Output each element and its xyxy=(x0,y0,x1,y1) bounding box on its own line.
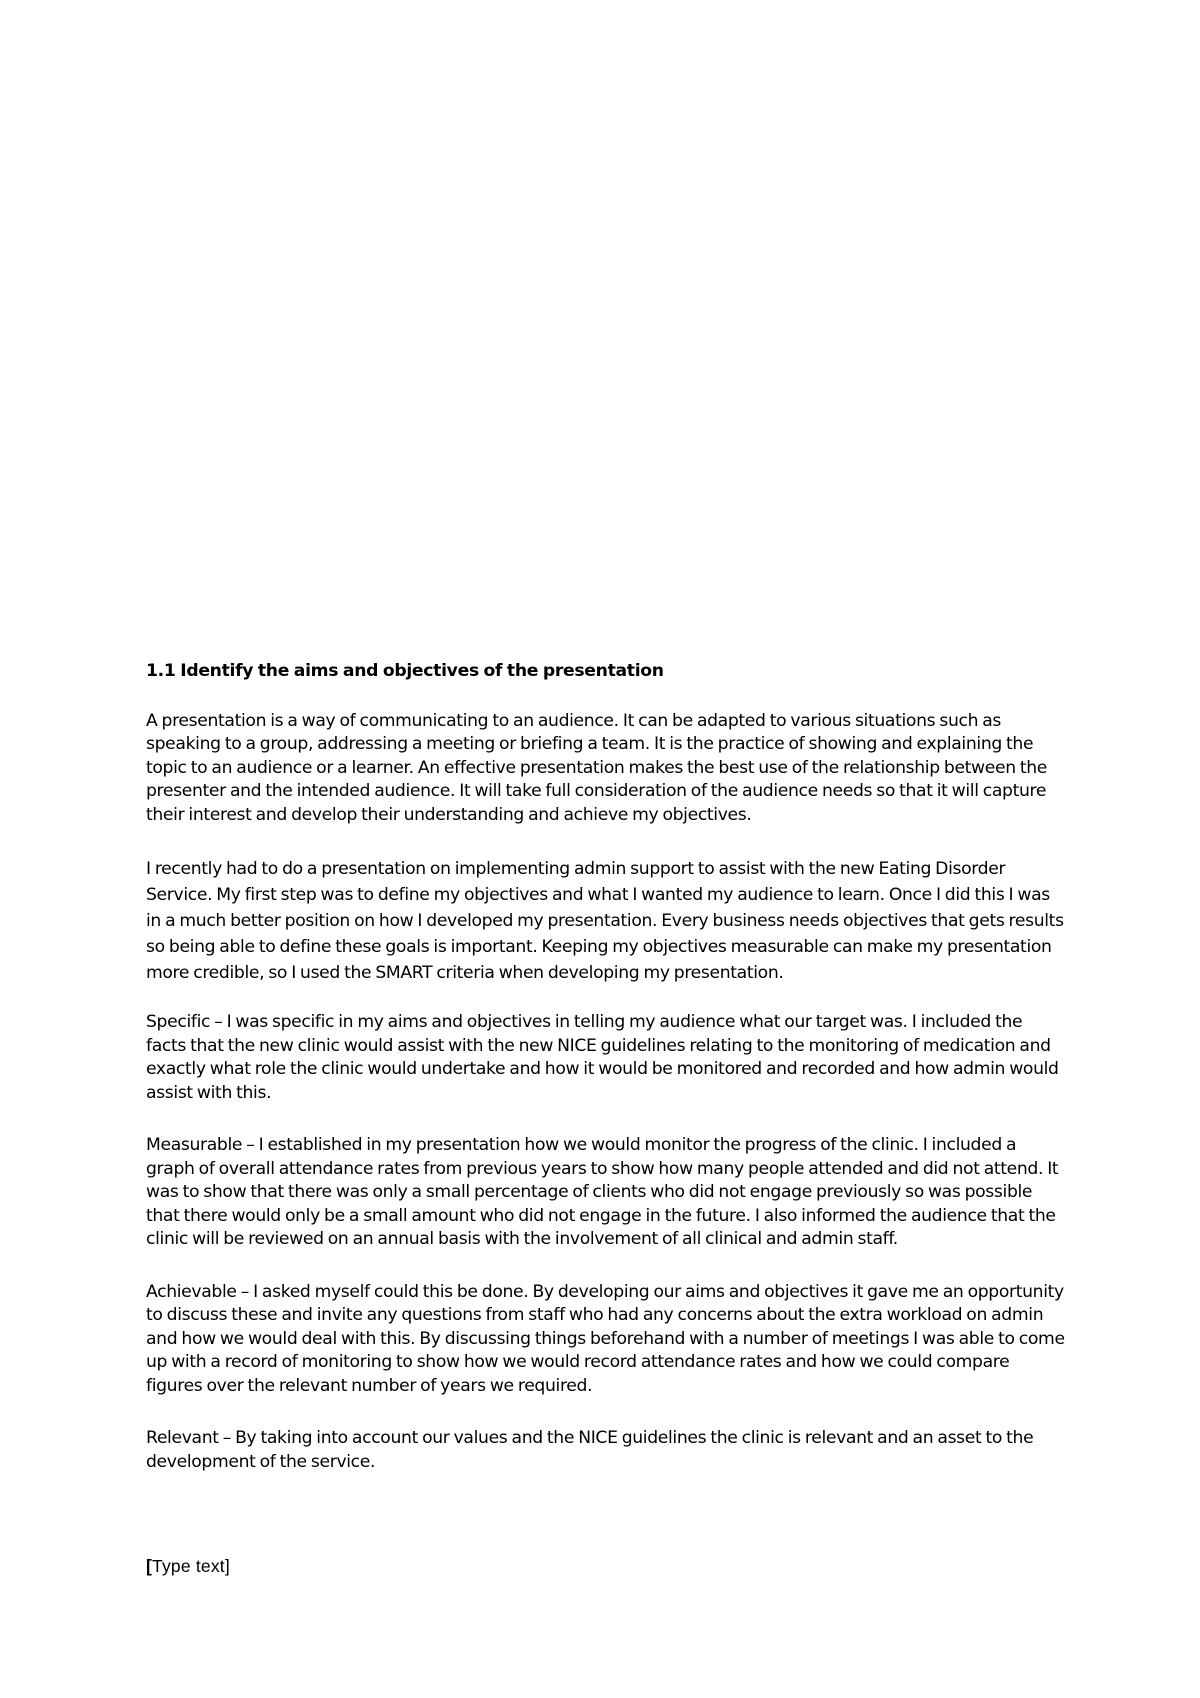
paragraph-achievable: Achievable – I asked myself could this be done. By developing our aims and objectives it gave me an opportunity to discuss these and invite any questions from staff who had any concerns about the extra workload on admin and how we would deal with this. By discussing things beforehand with a number of meetings I was able to come up with a record of monitoring to show how we would record attendance rates and how we could compare figures over the relevant number of years we required. xyxy=(146,1281,1065,1396)
paragraph-specific: Specific – I was specific in my aims and objectives in telling my audience what our target was. I included the facts that the new clinic would assist with the new NICE guidelines relating to the monitoring of medication and exactly what role the clinic would undertake and how it would be monitored and recorded and how admin would assist with this. xyxy=(146,1012,1059,1103)
paragraph-presentation-experience: I recently had to do a presentation on implementing admin support to assist with the new Eating Disorder Service. My first step was to define my objectives and what I wanted my audience to learn. Once I did this I was in a much better position on how I developed my presentation. Every business needs objectives that gets results so being able to define these goals is important. Keeping my objectives measurable can make my presentation more credible, so I used the SMART criteria when developing my presentation. xyxy=(146,859,1064,983)
section-heading: 1.1 Identify the aims and objectives of the presentation xyxy=(146,661,664,681)
paragraph-intro: A presentation is a way of communicating to an audience. It can be adapted to various situations such as speaking to a group, addressing a meeting or briefing a team. It is the practice of showing and explaining the topic to an audience or a learner. An effective presentation makes the best use of the relationship between the presenter and the intended audience. It will take full consideration of the audience needs so that it will capture their interest and develop their understanding and achieve my objectives. xyxy=(146,710,1048,825)
paragraph-relevant: Relevant – By taking into account our values and the NICE guidelines the clinic is relevant and an asset to the development of the service. xyxy=(146,1428,1034,1472)
footer-open-bracket: [ xyxy=(146,1556,153,1576)
paragraph-measurable: Measurable – I established in my presentation how we would monitor the progress of the clinic. I included a graph of overall attendance rates from previous years to show how many people attended and did not attend. It was to show that there was only a small percentage of clients who did not engage previously so was possible that there would only be a small amount who did not engage in the future. I also informed the audience that the clinic will be reviewed on an annual basis with the involvement of all clinical and admin staff. xyxy=(146,1135,1059,1249)
footer-close-bracket: ] xyxy=(224,1556,230,1576)
footer-placeholder-text: Type text xyxy=(152,1556,225,1576)
document-body xyxy=(146,660,1066,1503)
footer-placeholder xyxy=(146,1556,230,1577)
